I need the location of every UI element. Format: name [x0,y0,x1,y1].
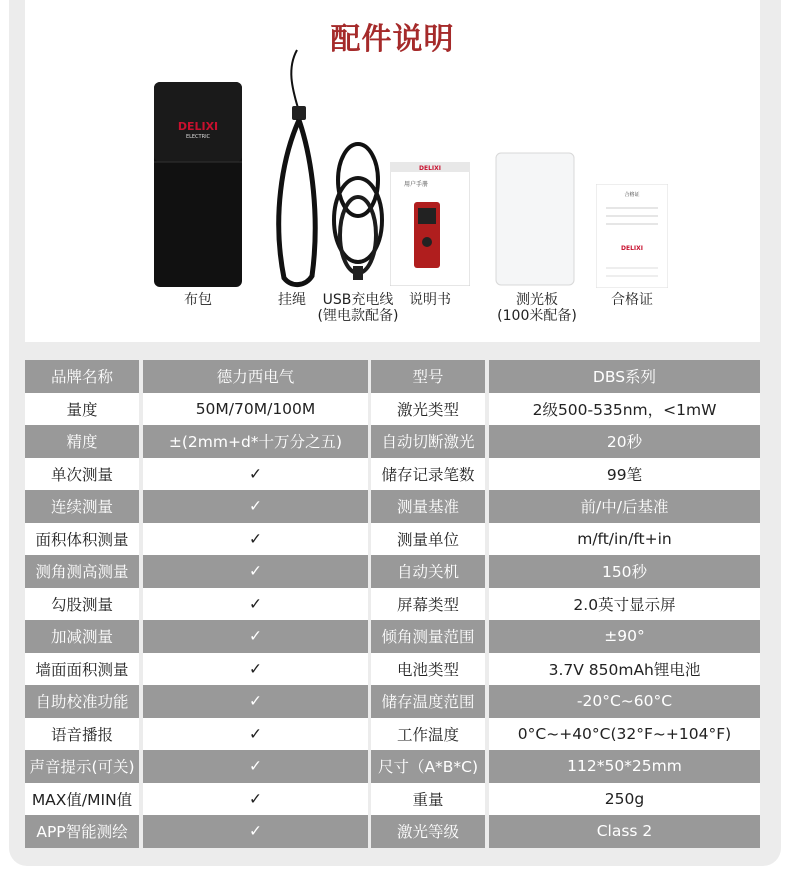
spec-value: 20秒 [489,425,760,458]
spec-key: 自动关机 [371,555,485,588]
table-row [25,360,760,393]
accessory-target-board [487,152,587,332]
check-icon: ✓ [143,588,368,621]
table-row [25,458,760,491]
spec-key: 激光类型 [371,393,485,426]
accessory-note-usb: (锂电款配备) [317,308,399,324]
spec-key: 自动切断激光 [371,425,485,458]
table-row [25,653,760,686]
table-row [25,620,760,653]
spec-key: 激光等级 [371,815,485,848]
table-row [25,555,760,588]
spec-key: 重量 [371,783,485,816]
spec-key: 精度 [25,425,139,458]
check-icon: ✓ [143,620,368,653]
spec-value: 3.7V 850mAh锂电池 [489,653,760,686]
spec-key: 自助校准功能 [25,685,139,718]
accessory-label-board: 测光板 [516,292,558,308]
pouch-logo: DELIXI [177,120,219,133]
check-icon: ✓ [143,750,368,783]
page-title: 配件说明 [330,22,455,57]
accessory-label-usb: USB充电线 [322,292,394,308]
spec-value: ±90° [489,620,760,653]
check-icon: ✓ [143,555,368,588]
certificate-image [596,184,668,288]
spec-key: 电池类型 [371,653,485,686]
spec-value: -20°C~60°C [489,685,760,718]
spec-value: 99笔 [489,458,760,491]
accessory-manual [387,160,473,320]
spec-value: 德力西电气 [143,360,368,393]
spec-value: Class 2 [489,815,760,848]
spec-value: m/ft/in/ft+in [489,523,760,556]
check-icon: ✓ [143,783,368,816]
table-row [25,750,760,783]
spec-key: 屏幕类型 [371,588,485,621]
accessory-label-strap: 挂绳 [278,292,306,308]
spec-value: 0°C~+40°C(32°F~+104°F) [489,718,760,751]
spec-value: 50M/70M/100M [143,393,368,426]
accessories-panel [25,0,760,342]
table-row [25,425,760,458]
manual-title: 用户手册 [404,181,429,188]
spec-key: 储存记录笔数 [371,458,485,491]
spec-key: 量度 [25,393,139,426]
table-row [25,815,760,848]
check-icon: ✓ [143,685,368,718]
check-icon: ✓ [143,523,368,556]
spec-key: 单次测量 [25,458,139,491]
certificate-logo: DELIXI [621,245,643,252]
table-row [25,718,760,751]
manual-image [390,162,470,286]
spec-value: 2.0英寸显示屏 [489,588,760,621]
spec-key: 型号 [371,360,485,393]
pouch-image [148,82,248,292]
spec-key: 测量基准 [371,490,485,523]
check-icon: ✓ [143,490,368,523]
accessory-note-board: (100米配备) [497,308,577,324]
table-row [25,685,760,718]
spec-key: 测量单位 [371,523,485,556]
spec-key: 声音提示(可关) [25,750,139,783]
spec-key: MAX值/MIN值 [25,783,139,816]
spec-key: APP智能测绘 [25,815,139,848]
usb-cable-icon [323,140,393,280]
accessory-label-pouch: 布包 [184,292,212,308]
spec-value: 150秒 [489,555,760,588]
spec-key: 面积体积测量 [25,523,139,556]
accessory-pouch [143,80,253,320]
spec-key: 尺寸（A*B*C) [371,750,485,783]
check-icon: ✓ [143,815,368,848]
spec-key: 储存温度范围 [371,685,485,718]
spec-key: 倾角测量范围 [371,620,485,653]
pouch-logo-sub: ELECTRIC [185,134,211,140]
table-row [25,490,760,523]
check-icon: ✓ [143,718,368,751]
certificate-title: 合格证 [624,192,640,198]
table-row [25,523,760,556]
check-icon: ✓ [143,458,368,491]
table-row [25,783,760,816]
spec-key: 加减测量 [25,620,139,653]
spec-value: 2级500-535nm，<1mW [489,393,760,426]
spec-key: 语音播报 [25,718,139,751]
spec-key: 工作温度 [371,718,485,751]
spec-value: 112*50*25mm [489,750,760,783]
spec-key: 墙面面积测量 [25,653,139,686]
accessory-certificate [592,182,672,312]
spec-key: 品牌名称 [25,360,139,393]
manual-logo: DELIXI [419,165,441,172]
check-icon: ✓ [143,653,368,686]
accessory-label-manual: 说明书 [409,292,451,308]
spec-key: 勾股测量 [25,588,139,621]
spec-value: ±(2mm+d*十万分之五) [143,425,368,458]
table-row [25,393,760,426]
accessory-label-certificate: 合格证 [611,292,653,308]
spec-value: DBS系列 [489,360,760,393]
table-row [25,588,760,621]
spec-value: 前/中/后基准 [489,490,760,523]
spec-key: 测角测高测量 [25,555,139,588]
spec-value: 250g [489,783,760,816]
spec-key: 连续测量 [25,490,139,523]
target-board-image [495,152,575,286]
